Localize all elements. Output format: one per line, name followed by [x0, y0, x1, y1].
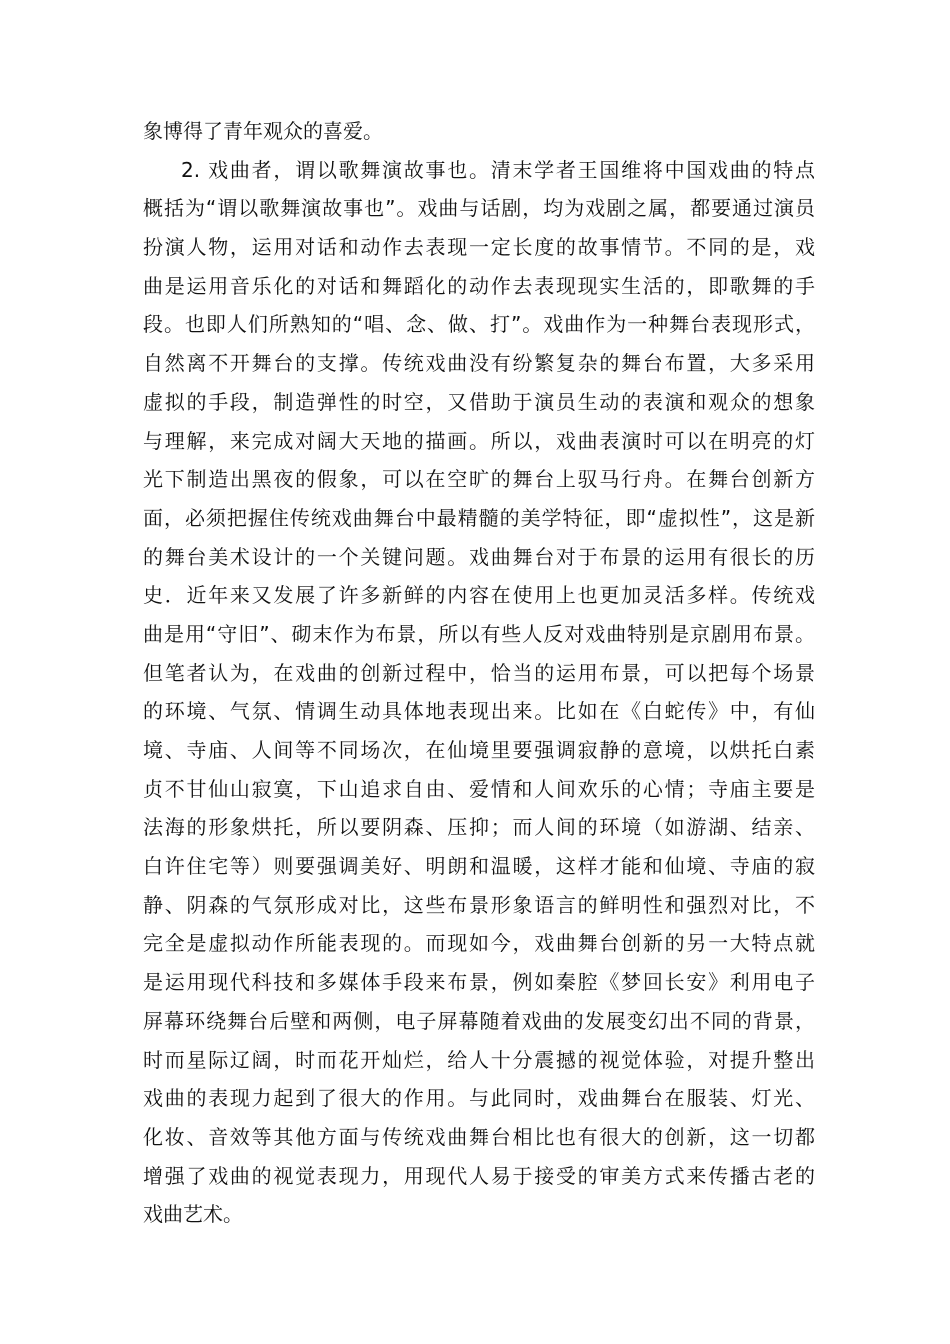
paragraph-line: 象博得了青年观众的喜爱。: [143, 119, 383, 143]
paragraph-line: 境、寺庙、人间等不同场次，在仙境里要强调寂静的意境，以烘托白素: [143, 738, 815, 762]
paragraph-line: 白许住宅等）则要强调美好、明朗和温暖，这样才能和仙境、寺庙的寂: [143, 854, 815, 879]
paragraph-line: 概括为“谓以歌舞演故事也”。戏曲与话剧，均为戏剧之属，都要通过演员: [143, 196, 815, 221]
paragraph-line: 完全是虚拟动作所能表现的。而现如今，戏曲舞台创新的另一大特点就: [143, 931, 815, 956]
paragraph-line: 化妆、音效等其他方面与传统戏曲舞台相比也有很大的创新，这一切都: [143, 1124, 815, 1149]
paragraph-line: 扮演人物，运用对话和动作去表现一定长度的故事情节。不同的是，戏: [143, 235, 815, 260]
paragraph-line: 贞不甘仙山寂寞，下山追求自由、爱情和人间欢乐的心情；寺庙主要是: [143, 776, 815, 801]
paragraph-line: 的舞台美术设计的一个关键问题。戏曲舞台对于布景的运用有很长的历: [143, 544, 815, 569]
paragraph-line: 是运用现代科技和多媒体手段来布景，例如秦腔《梦回长安》利用电子: [143, 970, 815, 995]
paragraph-line: 屏幕环绕舞台后壁和两侧，电子屏幕随着戏曲的发展变幻出不同的背景，: [143, 1008, 815, 1033]
body-text: [143, 112, 815, 1234]
paragraph-line: 法海的形象烘托，所以要阴森、压抑；而人间的环境（如游湖、结亲、: [143, 815, 815, 840]
paragraph-line: 戏曲的表现力起到了很大的作用。与此同时，戏曲舞台在服装、灯光、: [143, 1086, 815, 1111]
paragraph-line: 面，必须把握住传统戏曲舞台中最精髓的美学特征，即“虚拟性”，这是新: [143, 505, 815, 530]
paragraph-line: 自然离不开舞台的支撑。传统戏曲没有纷繁复杂的舞台布置，大多采用: [143, 351, 815, 376]
paragraph-line: 的环境、气氛、情调生动具体地表现出来。比如在《白蛇传》中，有仙: [143, 699, 815, 724]
paragraph-line: 静、阴森的气氛形成对比，这些布景形象语言的鲜明性和强烈对比，不: [143, 892, 815, 917]
paragraph-line: 虚拟的手段，制造弹性的时空，又借助于演员生动的表演和观众的想象: [143, 389, 815, 414]
paragraph-line: 但笔者认为，在戏曲的创新过程中，恰当的运用布景，可以把每个场景: [143, 660, 815, 685]
paragraph-line: 戏曲艺术。: [143, 1202, 243, 1227]
paragraph-line: 曲是运用音乐化的对话和舞蹈化的动作去表现现实生活的，即歌舞的手: [143, 273, 815, 298]
paragraph-line: 曲是用“守旧”、砌末作为布景，所以有些人反对戏曲特别是京剧用布景。: [143, 621, 815, 646]
paragraph-line: 段。也即人们所熟知的“唱、念、做、打”。戏曲作为一种舞台表现形式，: [143, 312, 815, 337]
paragraph-line: 增强了戏曲的视觉表现力，用现代人易于接受的审美方式来传播古老的: [143, 1163, 815, 1188]
paragraph-line: 史．近年来又发展了许多新鲜的内容在使用上也更加灵活多样。传统戏: [143, 583, 815, 608]
paragraph-line: 与理解，来完成对阔大天地的描画。所以，戏曲表演时可以在明亮的灯: [143, 428, 815, 453]
paragraph-line: 光下制造出黑夜的假象，可以在空旷的舞台上驭马行舟。在舞台创新方: [143, 467, 815, 492]
paragraph-line: 时而星际辽阔，时而花开灿烂，给人十分震撼的视觉体验，对提升整出: [143, 1047, 815, 1072]
paragraph-line: 2. 戏曲者，谓以歌舞演故事也。清末学者王国维将中国戏曲的特点: [181, 157, 815, 182]
